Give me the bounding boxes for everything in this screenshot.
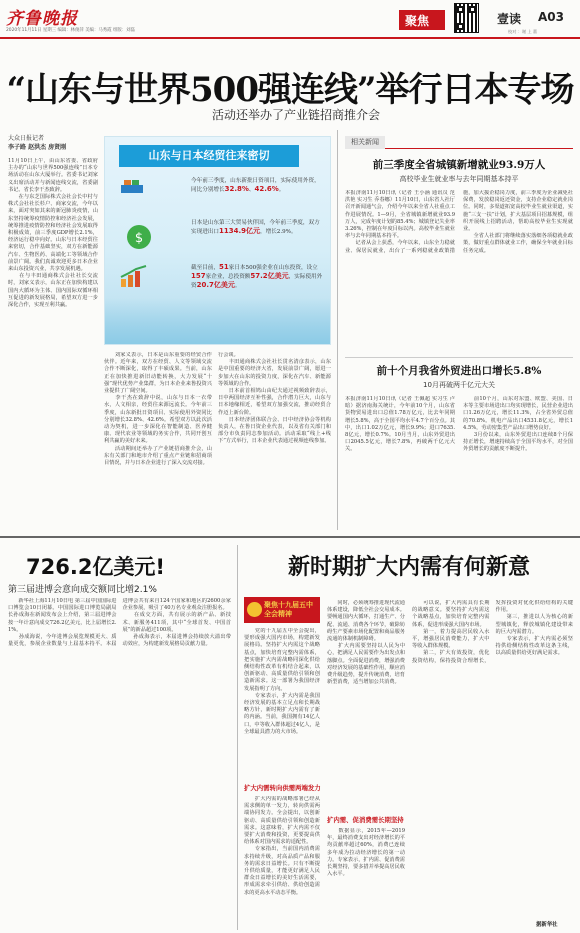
growth-chart-icon [119,265,149,287]
graphic-item-2-text: 日本是山东第三大贸易伙伴国，今年前三季度，双方实现进出口 [191,220,320,235]
masthead [0,0,580,40]
column-divider [337,130,338,530]
side-story-1-subhead: 高校毕业生就业率与去年同期基本持平 [399,175,519,183]
side-story-1-headline: 前三季度全省城镇新增就业93.9万人 [372,159,546,171]
side-story-2-body: 本报济南11月10日讯（记者 王佩超 实习生 卢暗）据济南海关统计，今年前10个月，山东省货物贸易进出口总值1.78万亿元，比去年同期增长5.8%，高于全国平均水平4.7个百分点。其中，出口1.02万亿元，增长9.9%；进口7635.8亿元，增长0.7%。10月当月，山东外贸进出口2045.5亿元，增长7.8%，再破两千亿元大关。 前10个月，山东对东盟、欧盟、美国、日本等主要市场进出口均实现增长，民营企业进出口1.26万亿元，增长11.3%，占全省外贸总值的70.8%。机电产品出口4531.8亿元，增长14.5%，劳动密集型产品出口增势良好。 3月份以来，山东外贸进出口连续8个月保持正增长，增速持续高于全国平均水平，对全国外贸增长的贡献度不断提升。 [345,396,573,453]
graphic-item-3 [191,263,325,290]
graphic-item-1-text: 今年前三季度，山东新批日资项目，实际使用外资，同比分别增长 [191,178,320,193]
demand-column-2b: 数据显示，2015年—2019年，最终消费支出对经济增长的平均贡献率超过60%，消费已连续多年成为拉动经济增长的第一动力。专家表示，扩内需、促消费需长期坚持，要多措并举提高居民收入水平。 [327,828,405,878]
graphic-item-3-value-4: 20.7亿美元 [196,281,235,289]
proofread-line: 校对 ：谢 上 董 [508,29,538,34]
graphic-item-3-value: 51 [218,263,229,271]
demand-credit: 据新华社 [536,922,558,928]
demand-subhead-2: 扩内需、促消费需长期坚持 [327,816,404,824]
graphic-item-2-value: 1134.9亿元 [218,227,260,235]
section-tab [399,10,445,30]
demand-headline: 新时期扩大内需有何新意 [287,555,530,580]
demand-column-2: 同时，必须统筹推进现代流通体系建设，降低全社会交易成本。要畅通国内大循环，打通生产、分配、流通、消费各个环节，破除妨碍生产要素市场化配置和商品服务流通的体制机制障碍。 扩大内需要坚持以人民为中心，把满足人民需要作为出发点和落脚点。全面促进消费，增强消费对经济发展的基础性作用，顺应消费升级趋势，提升传统消费，培育新型消费，适当增加公共消费。 [327,600,405,686]
graphic-item-3-value-2: 157 [191,272,206,280]
byline-label: 大众日报记者 [8,135,45,142]
graphic-item-3-value-3: 57.2亿美元 [250,272,289,280]
graphic-item-1 [191,177,323,194]
graphic-item-1-end: 。 [278,187,285,193]
graphic-item-3-text: 截至目前， [191,265,219,271]
side-story-2-subhead: 10月再破两千亿元大关 [423,381,495,389]
plenum-banner-label: 聚焦十九届五中全会精神 [264,601,313,618]
svg-text:$: $ [134,231,144,246]
party-emblem-icon [247,602,262,617]
qr-code-icon [455,4,478,32]
graphic-item-2-end: ，增长2.9%。 [260,229,297,235]
expo-subhead: 第三届进博会意向成交额同比增2.1% [8,585,157,595]
issue-meta: 2020年11月11日 星期三 编辑：林俊萍 美编：马秀霞 组版：刘磊 [6,28,135,33]
demand-subhead-1: 扩大内需转向供需两端发力 [244,784,321,792]
graphic-item-3-text-4: ，实际使用外资 [191,274,323,289]
expo-headline: 726.2亿美元! [26,555,166,579]
side-story-2-headline: 前十个月我省外贸进出口增长5.8% [376,365,542,377]
demand-body-2: 扩大内需的战略部署已经从需求侧的单一发力，转向供需两端协同发力。全会提出，以创新驱动、高质量供给引领和创造新需求。这意味着，扩大内需不仅要扩大消费和投资，更要提高供给体系对国内需求的适配性。 专家指出，当前国内消费需求持续升级，对高品质产品和服务的需求日益增长。只有不断提升供给质量，才能更好满足人民群众日益增长的美好生活需要，形成需求牵引供给、供给创造需求的更高水平动态平衡。 [244,796,320,896]
graphic-item-2 [191,219,323,236]
lead-headline: “山东与世界500强连线”举行日本专场 [6,70,574,110]
related-news-label: 相关新闻 [345,136,385,149]
skyline-decoration [105,298,331,344]
lead-subhead: 活动还举办了产业链招商推介会 [211,108,380,122]
graphic-item-3-end: 。 [234,283,241,289]
infographic-title: 山东与日本经贸往来密切 [119,145,299,167]
graphic-item-1-sep: 、 [248,187,255,193]
lower-divider [237,545,238,930]
page-number: A03 [538,10,564,24]
coin-icon [125,223,153,251]
graphic-item-3-text-2: 家日本500强企业在山东投资，设立 [228,265,318,271]
byline-names: 李子路 赵洪杰 房贤刚 [8,144,67,151]
trade-infographic [104,136,331,345]
shipping-icon [119,177,145,197]
channel-label: 壹读 [497,12,522,26]
demand-body-1: 党的十九届五中全会提出，要形成强大国内市场，构建新发展格局。坚持扩大内需这个战略基点，加快培育完整内需体系，把实施扩大内需战略同深化供给侧结构性改革有机结合起来，以创新驱动、高质量供给引领和创造新需求。这一部署为我国经济发展指明了方向。 专家表示，扩大内需是我国经济发展的基本立足点和长期战略方针，新时期扩大内需有了新的内涵。当前，我国拥有14亿人口，中等收入群体超过4亿人，是全球最具潜力的大市场。 [244,628,320,735]
related-news-tab [345,136,573,149]
graphic-item-1-value-2: 42.6% [254,185,279,193]
section-label: 聚焦 [405,14,430,28]
graphic-item-3-text-3: 家企业，总投资额 [205,274,251,280]
demand-column-3: 可以说，扩大内需具有长期的战略意义。要坚持扩大内需这个战略基点，加快培育完整内需体系，促进形成强大国内市场。 第一，着力提高居民收入水平，增强居民消费能力，扩大中等收入群体规模。 第二，扩大有效投资，优化投资结构，保持投资合理增长，发挥投资对优化供给结构的关键作用。 第三，推进以人为核心的新型城镇化，释放城镇化建设带来的巨大内需潜力。 专家表示，扩大内需必须坚持供给侧结构性改革这条主线，以高质量供给更好满足需求。 [412,600,573,664]
section-break [0,536,580,538]
lead-column-3: 行会谈。 丰田通商株式会社社长贯名清彦表示，山东是中国重要的经济大省，发展前景广阔，愿进一步加大在山东的投资力度，深化在汽车、新能源等领域的合作。 日本前首相鸠山由纪夫通过视频致辞表示，日中两国经济互补性强，合作潜力巨大，山东与日本地缘相近，希望双方加强交流，推动经贸合作迈上新台阶。 日本经济团体联合会、日中经济协会等机构负责人，在鲁日资企业代表，以及省有关部门和部分市负责同志参加活动。活动采取“线上+线下”方式举行，日本企业代表通过视频连线参加。 [218,352,331,445]
newspaper-logo: 齐鲁晚报 [6,9,78,29]
expo-body: 新华社上海11月10日电 第三届中国国际进口博览会10日闭幕。中国国际进口博览局副局长孙成海在新闻发布会上介绍，第三届进博会按一年计意向成交726.2亿美元，比上届增长2.1%。 孙成海说，今年进博会展览规模更大、质量更优，参展企业数量与上届基本持平。本届进博会共有来自124个国家和地区的2600余家企业参展，吸引了40万名专业观众注册报名。 在成交方面，共有展示的新产品、新技术、新服务411项，其中“全球首发、中国首展”的新品超过100项。 孙成海表示，本届进博会持续放大溢出带动效应，为构建新发展格局贡献力量。 [8,598,231,648]
masthead-rule [0,37,580,39]
graphic-item-1-value: 32.8% [224,185,249,193]
lead-column-1: 11月10日上午，由山东省委、省政府主办的“山东与世界500强连线”日本专场活动在山东大厦举行。省委书记刘家义出席活动并与新闻连线交流，省委副书记、省长李干杰致辞。 在与东芝国际株式会社会长中村与株式会社社长杉户、商家交流，今年以来，面对突如其来的新冠肺炎疫情，山东坚持统筹疫情防控和经济社会发展，统筹推进疫情防控和经济社会发展取得积极成效，前三季度GDP增长2.1%，经济运行稳中向好。山东与日本经贸往来密切，合作基础坚实，双方在新能源汽车、生物医药、高端化工等领域合作前景广阔。我们真诚欢迎更多日本企业来山东投资兴业，共享发展机遇。 在与丰田通商株式会社社长交流时，刘家义表示，山东正在加快构建以国内大循环为主体、国内国际双循环相互促进的新发展格局，希望双方进一步深化合作，实现互利共赢。 [8,158,98,309]
side-divider [345,357,573,358]
lead-column-2: 刘家义表示，日本是山东重要的经贸合作伙伴。近年来，双方在经贸、人文等领域交流合作不断深化，取得了丰硕成果。当前，山东正在加快推进新旧动能转换，大力发展“十强”现代优势产业集群，为日本企业来鲁投资兴业提供了广阔空间。 李干杰在致辞中说，山东与日本一衣带水，人文相亲，经贸往来源远流长。今年前三季度，山东新批日资项目、实际使用外资同比分别增长32.8%、42.6%。希望双方以此次活动为契机，进一步深化在智能制造、医养健康、现代农业等领域的务实合作，共同开创互利共赢的美好未来。 活动期间还举办了产业链招商推介会，山东有关部门和地市介绍了重点产业链和招商项目情况，并与日本企业进行了深入交流对接。 [104,352,212,467]
side-story-1-body: 本报济南11月10日讯（记者 王小涵 通讯员 范洪艳 实习生 乔春娜）11月10日，山东省人社厅召开新闻通气会，介绍今年以来全省人社重点工作进展情况。1—9月，全省城镇新增就业93.9万人，完成年度计划的85.4%；城镇登记失业率3.26%，控制在年度目标以内。高校毕业生就业率与去年同期基本持平。 记者从会上获悉，今年以来，山东全力稳就业、保居民就业，出台了一系列稳就业政策措施，加大援企稳岗力度，前三季度为企业减免社保费，发放稳岗返还资金，支持企业稳定就业岗位。同时，多渠道拓宽高校毕业生就业渠道，实施“三支一扶”计划，扩大基层项目招募规模，组织开展线上招聘活动，帮助高校毕业生实现就业。 全省人社部门将继续落实落细各项稳就业政策，做好重点群体就业工作，确保全年就业目标任务完成。 [345,190,573,254]
plenum-banner [244,597,320,623]
